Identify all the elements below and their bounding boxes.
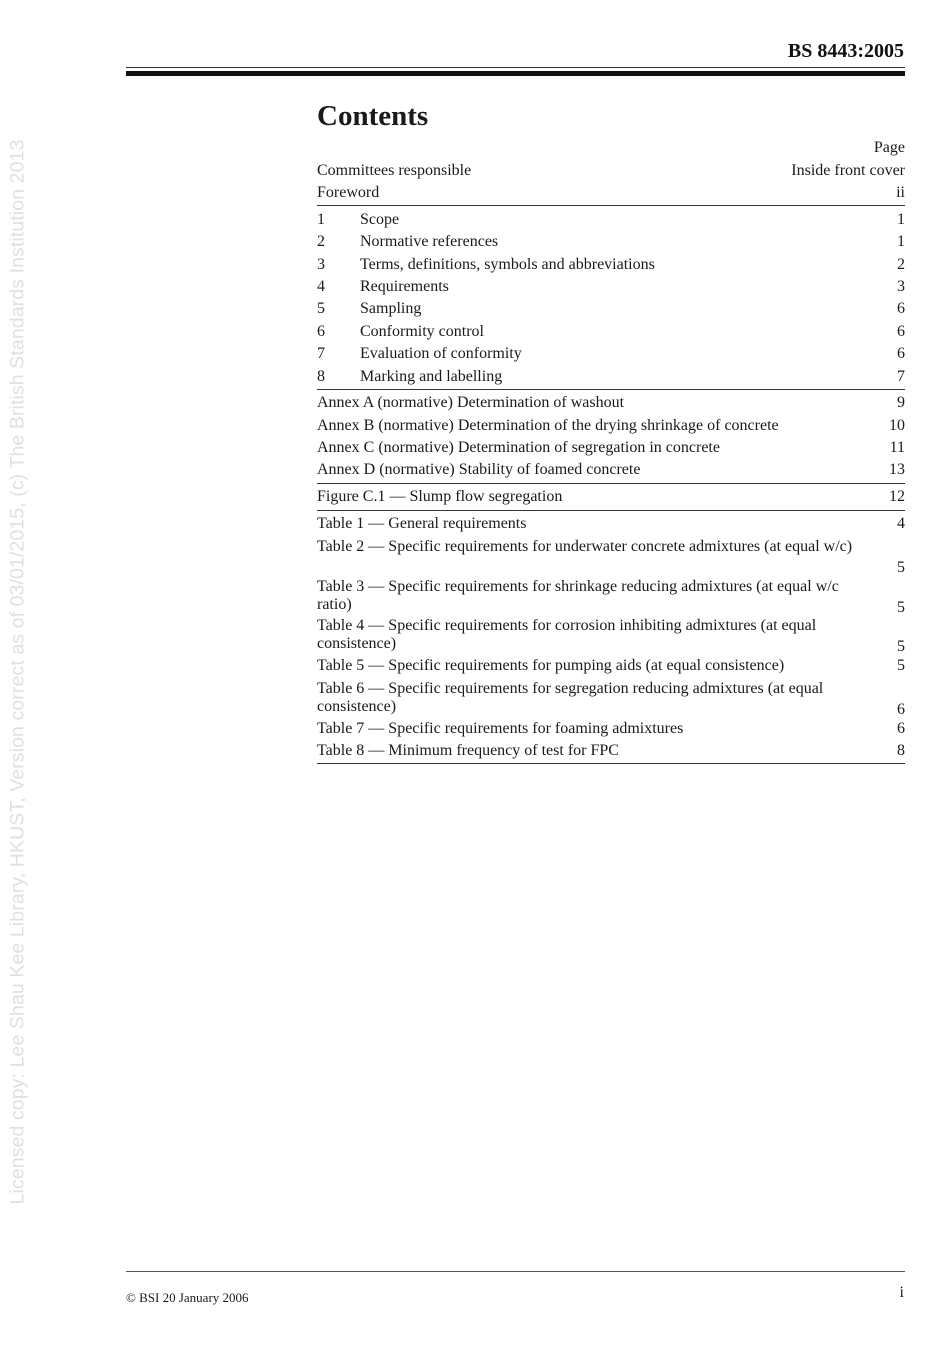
toc-entry-page: ii bbox=[896, 184, 905, 201]
clause-page: 7 bbox=[897, 368, 905, 385]
toc-clause-5[interactable] bbox=[317, 299, 905, 319]
annex-label: Annex D (normative) Stability of foamed concrete bbox=[317, 461, 641, 478]
table-entry-label: Table 6 — Specific requirements for segregation reducing admixtures (at equal consistence) bbox=[317, 680, 824, 715]
header-rule-thin bbox=[126, 67, 905, 68]
clause-page: 2 bbox=[897, 256, 905, 273]
toc-annex-d[interactable] bbox=[317, 460, 905, 480]
toc-entry-label: Foreword bbox=[317, 184, 380, 201]
table-entry-label: Table 3 — Specific requirements for shrinkage reducing admixtures (at equal w/c ratio) bbox=[317, 578, 839, 613]
toc-table-5[interactable] bbox=[317, 656, 905, 676]
page-number: i bbox=[899, 1284, 904, 1301]
toc-entry-label: Committees responsible bbox=[317, 162, 472, 179]
annex-page: 9 bbox=[897, 394, 905, 411]
toc-figure-c1[interactable] bbox=[317, 487, 905, 507]
table-entry-label: Table 4 — Specific requirements for corrosion inhibiting admixtures (at equal consistence) bbox=[317, 617, 817, 652]
clause-number: 8 bbox=[317, 368, 325, 385]
toc-clause-2[interactable] bbox=[317, 232, 905, 252]
copyright-notice: © BSI 20 January 2006 bbox=[126, 1290, 249, 1305]
section-divider bbox=[317, 205, 905, 206]
toc-table-4[interactable] bbox=[317, 617, 905, 657]
table-entry-page: 4 bbox=[897, 515, 905, 532]
toc-clause-4[interactable] bbox=[317, 277, 905, 297]
header-rule-thick bbox=[126, 71, 905, 76]
figure-label: Figure C.1 — Slump flow segregation bbox=[317, 488, 563, 505]
annex-label: Annex B (normative) Determination of the drying shrinkage of concrete bbox=[317, 417, 779, 434]
table-entry-page: 5 bbox=[897, 657, 905, 674]
clause-title: Scope bbox=[360, 211, 400, 228]
toc-table-7[interactable] bbox=[317, 719, 905, 739]
table-entry-page: 5 bbox=[897, 558, 905, 576]
clause-number: 2 bbox=[317, 233, 325, 250]
clause-number: 6 bbox=[317, 323, 325, 340]
table-entry-page: 6 bbox=[897, 700, 905, 718]
table-entry-label: Table 2 — Specific requirements for underwater concrete admixtures (at equal w/c) bbox=[317, 538, 853, 555]
clause-number: 4 bbox=[317, 278, 325, 295]
toc-clause-1[interactable] bbox=[317, 210, 905, 230]
annex-page: 11 bbox=[889, 439, 905, 456]
page-title: Contents bbox=[317, 100, 429, 132]
clause-page: 1 bbox=[897, 211, 905, 228]
clause-title: Normative references bbox=[360, 233, 499, 250]
clause-title: Conformity control bbox=[360, 323, 484, 340]
clause-page: 6 bbox=[897, 300, 905, 317]
toc-table-3[interactable] bbox=[317, 578, 905, 618]
clause-title: Evaluation of conformity bbox=[360, 345, 522, 362]
toc-clause-8[interactable] bbox=[317, 367, 905, 387]
figure-page: 12 bbox=[889, 488, 905, 505]
toc-table-6[interactable] bbox=[317, 680, 905, 720]
toc-annex-a[interactable] bbox=[317, 393, 905, 413]
clause-title: Terms, definitions, symbols and abbreviations bbox=[360, 256, 655, 273]
license-watermark: Licensed copy: Lee Shau Kee Library, HKUST, Version correct as of 03/01/2015, (c) The British Standards Institution 2013 bbox=[6, 139, 29, 1205]
clause-page: 3 bbox=[897, 278, 905, 295]
annex-label: Annex C (normative) Determination of segregation in concrete bbox=[317, 439, 720, 456]
clause-title: Marking and labelling bbox=[360, 368, 503, 385]
toc-table-8[interactable] bbox=[317, 741, 905, 761]
page-column-label: Page bbox=[873, 139, 905, 156]
table-entry-label: Table 5 — Specific requirements for pumping aids (at equal consistence) bbox=[317, 657, 785, 674]
toc-clause-3[interactable] bbox=[317, 255, 905, 275]
table-entry-page: 6 bbox=[897, 720, 905, 737]
table-entry-label: Table 7 — Specific requirements for foaming admixtures bbox=[317, 720, 684, 737]
toc-clause-6[interactable] bbox=[317, 322, 905, 342]
table-entry-label: Table 1 — General requirements bbox=[317, 515, 527, 532]
annex-page: 13 bbox=[889, 461, 905, 478]
clause-number: 3 bbox=[317, 256, 325, 273]
clause-title: Requirements bbox=[360, 278, 449, 295]
toc-table-1[interactable] bbox=[317, 514, 905, 534]
clause-number: 7 bbox=[317, 345, 325, 362]
toc-entry-page: Inside front cover bbox=[791, 162, 905, 179]
annex-page: 10 bbox=[889, 417, 905, 434]
section-divider bbox=[317, 389, 905, 390]
toc-annex-b[interactable] bbox=[317, 416, 905, 436]
clause-title: Sampling bbox=[360, 300, 422, 317]
table-entry-page: 5 bbox=[897, 637, 905, 655]
page-column-header bbox=[317, 138, 905, 158]
clause-page: 6 bbox=[897, 323, 905, 340]
toc-entry-foreword[interactable] bbox=[317, 183, 905, 203]
toc-table-2[interactable] bbox=[317, 538, 905, 578]
footer-rule bbox=[126, 1271, 905, 1272]
section-divider bbox=[317, 483, 905, 484]
section-divider bbox=[317, 510, 905, 511]
toc-entry-committees[interactable] bbox=[317, 161, 905, 181]
clause-page: 6 bbox=[897, 345, 905, 362]
standard-code: BS 8443:2005 bbox=[787, 40, 904, 62]
table-entry-label: Table 8 — Minimum frequency of test for FPC bbox=[317, 742, 619, 759]
table-entry-page: 5 bbox=[897, 598, 905, 616]
table-entry-page: 8 bbox=[897, 742, 905, 759]
clause-number: 5 bbox=[317, 300, 325, 317]
section-divider bbox=[317, 763, 905, 764]
toc-annex-c[interactable] bbox=[317, 438, 905, 458]
clause-number: 1 bbox=[317, 211, 325, 228]
toc-clause-7[interactable] bbox=[317, 344, 905, 364]
annex-label: Annex A (normative) Determination of washout bbox=[317, 394, 625, 411]
clause-page: 1 bbox=[897, 233, 905, 250]
